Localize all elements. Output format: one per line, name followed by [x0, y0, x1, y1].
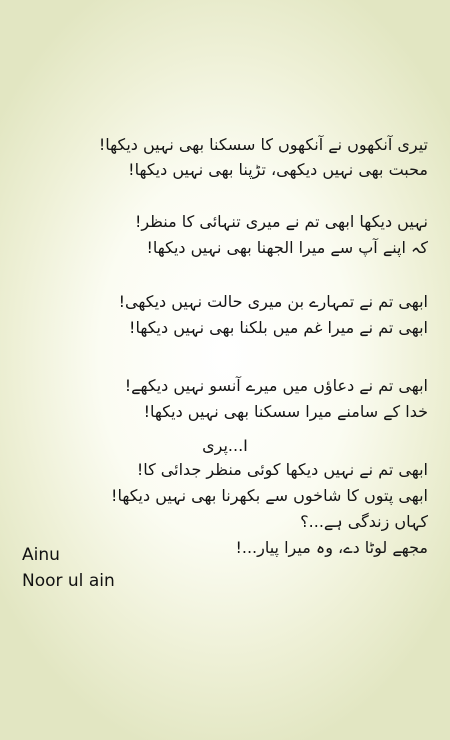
- poem-line: ابھی تم نے تمہارے بن میری حالت نہیں دیکھی!: [118, 292, 428, 311]
- poem-line: ابھی تم نے دعاؤں میں میرے آنسو نہیں دیکھے!: [124, 376, 428, 395]
- poem-line: کہاں زندگی ہے...؟: [300, 512, 428, 531]
- poem-line-title: I...پری: [202, 436, 248, 455]
- poem-line: ابھی پتوں کا شاخوں سے بکھرنا بھی نہیں دیکھا!: [111, 486, 428, 505]
- poem-line: کہ اپنے آپ سے میرا الجھنا بھی نہیں دیکھا!: [146, 238, 428, 257]
- signature-line-1: Ainu: [22, 545, 60, 565]
- poem-line: محبت بھی نہیں دیکھی، تڑپنا بھی نہیں دیکھا!: [128, 160, 428, 179]
- poem-line: ابھی تم نے نہیں دیکھا کوئی منظر جدائی کا!: [136, 460, 428, 479]
- poem-line: نہیں دیکھا ابھی تم نے میری تنہائی کا منظر!: [134, 212, 428, 231]
- poem-line: خدا کے سامنے میرا سسکنا بھی نہیں دیکھا!: [143, 402, 428, 421]
- poem-line: ابھی تم نے میرا غم میں بلکنا بھی نہیں دیکھا!: [129, 318, 428, 337]
- signature-line-2: Noor ul ain: [22, 571, 115, 591]
- poem-line: مجھے لوٹا دے، وہ میرا پیار...!: [235, 538, 428, 557]
- poem-line: تیری آنکھوں نے آنکھوں کا سسکنا بھی نہیں دیکھا!: [98, 135, 428, 154]
